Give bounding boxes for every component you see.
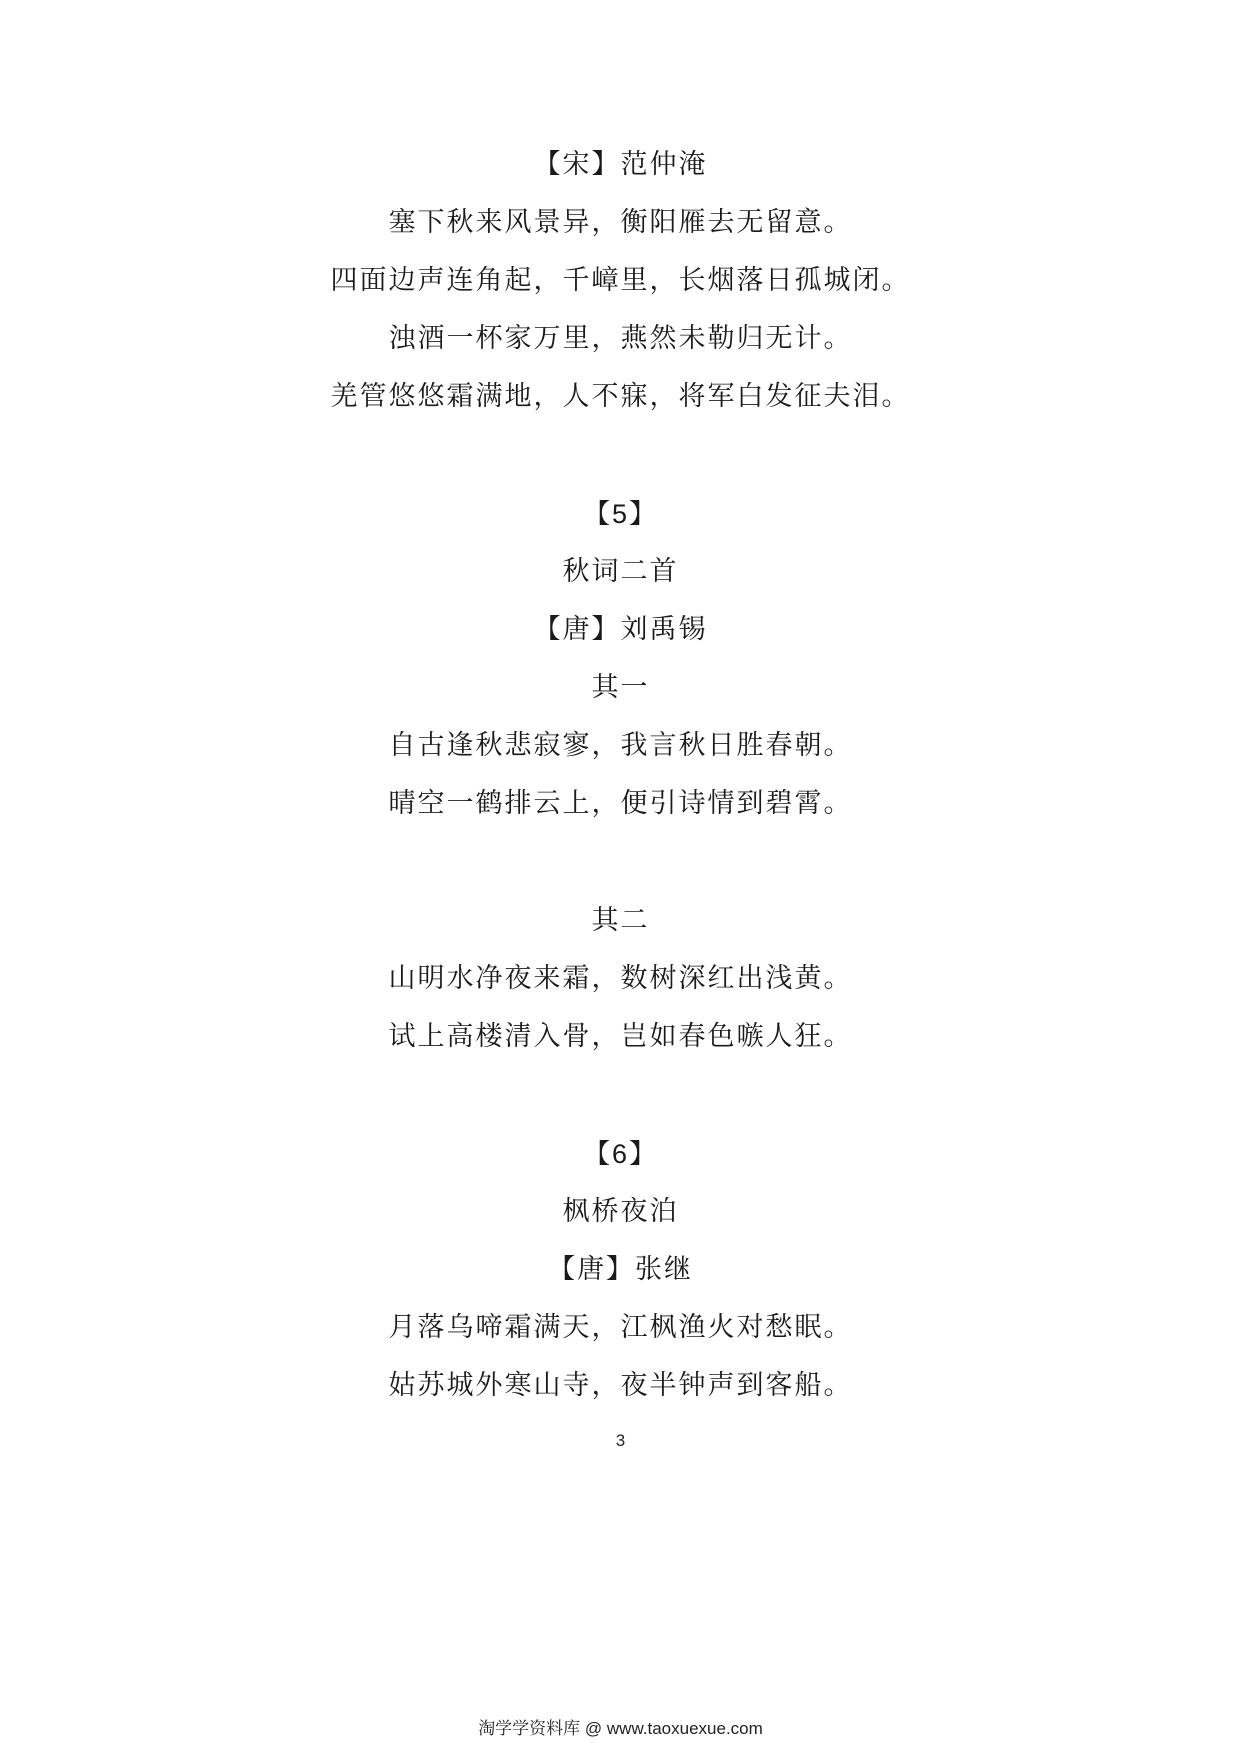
poem-section-heading: 其二 xyxy=(591,905,650,936)
poem-author: 【宋】范仲淹 xyxy=(533,149,708,180)
poem-title: 秋词二首 xyxy=(562,556,679,587)
poem-line: 晴空一鹤排云上，便引诗情到碧霄。 xyxy=(388,788,853,819)
poem-line: 山明水净夜来霜，数树深红出浅黄。 xyxy=(388,963,853,994)
poem-author: 【唐】张继 xyxy=(548,1254,693,1285)
poem-line: 四面边声连角起，千嶂里，长烟落日孤城闭。 xyxy=(330,265,911,296)
page-number: 3 xyxy=(615,1431,626,1450)
poem-line: 浊酒一杯家万里，燕然未勒归无计。 xyxy=(388,323,853,354)
poem-section-heading: 其一 xyxy=(591,672,650,703)
poem-number: 【6】 xyxy=(582,1139,659,1169)
poem-title: 枫桥夜泊 xyxy=(562,1196,679,1227)
footer-source: 淘学学资料库 @ www.taoxuexue.com xyxy=(478,1719,763,1738)
poem-line: 月落乌啼霜满天，江枫渔火对愁眠。 xyxy=(388,1312,853,1343)
poem-line: 塞下秋来风景异，衡阳雁去无留意。 xyxy=(388,207,853,238)
poem-line: 羌管悠悠霜满地，人不寐，将军白发征夫泪。 xyxy=(330,381,911,412)
poem-author: 【唐】刘禹锡 xyxy=(533,614,708,645)
poem-number: 【5】 xyxy=(582,499,659,529)
poem-line: 姑苏城外寒山寺，夜半钟声到客船。 xyxy=(388,1370,853,1401)
poem-line: 自古逢秋悲寂寥，我言秋日胜春朝。 xyxy=(388,730,853,761)
poem-line: 试上高楼清入骨，岂如春色嗾人狂。 xyxy=(388,1021,853,1052)
